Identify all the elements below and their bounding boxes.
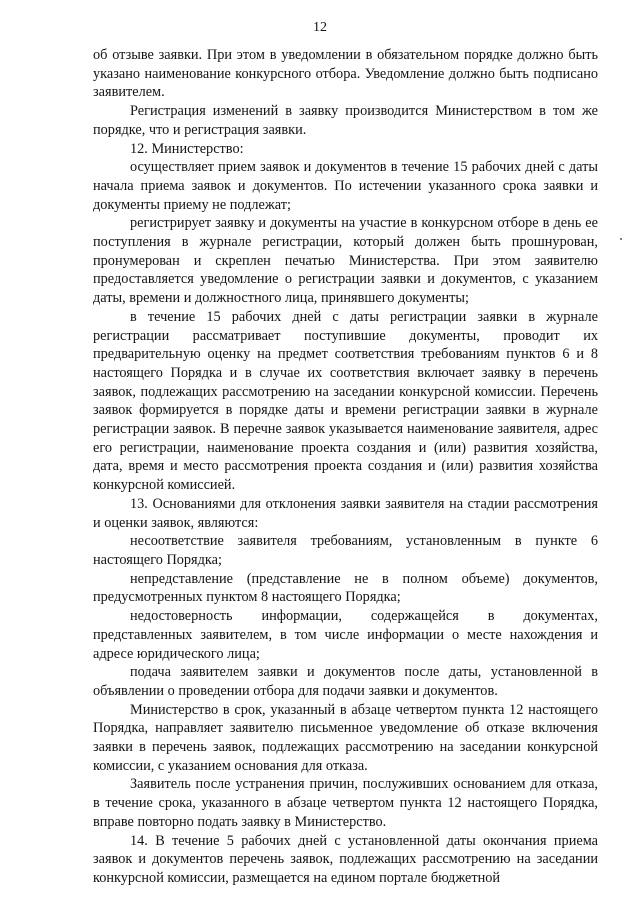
paragraph-ministry-notice: Министерство в срок, указанный в абзаце четвертом пункта 12 настоящего Порядка, направляет заявителю письменное уведомление об отказе включения заявки в перечень заявок, подлежащих рассмотрению на заседании конкурсной комиссии, с указанием основания для отказа.: [93, 701, 598, 774]
paragraph-registration-of-changes: Регистрация изменений в заявку производится Министерством в том же порядке, что и регистрация заявки.: [93, 103, 598, 138]
paragraph-clause-13-item-3: недостоверность информации, содержащейся в документах, представленных заявителем, в том числе информации о месте нахождения и адресе юридического лица;: [93, 608, 598, 662]
paragraph-clause-14: 14. В течение 5 рабочих дней с установленной даты окончания приема заявок и документов перечень заявок, подлежащих рассмотрению на заседании конкурсной комиссии, размещается на едином портале бюджетной: [93, 832, 598, 886]
paragraph-clause-12-review: в течение 15 рабочих дней с даты регистрации заявки в журнале регистрации рассматривает поступившие документы, проводит их предварительную оценку на предмет соответствия требованиям пунктов 6 и 8 настоящего Порядка и в случае их соответствия включает заявку в перечень заявок, подлежащих рассмотрению на заседании конкурсной комиссии. Перечень заявок формируется в порядке даты и времени регистрации заявки в журнале регистрации заявок. В перечне заявок указывается наименование заявителя, адрес его регистрации, наименование проекта создания и (или) развития хозяйства, дата, время и место рассмотрения проекта создания и (или) развития хозяйства конкурсной комиссией.: [93, 308, 598, 494]
paragraph-clause-12-heading: 12. Министерство:: [130, 140, 244, 157]
paragraph-continuation-withdrawal: об отзыве заявки. При этом в уведомлении в обязательном порядке должно быть указано наименование конкурсного отбора. Уведомление должно быть подписано заявителем.: [93, 47, 598, 101]
paragraph-clause-13-item-2: непредставление (представление не в полном объеме) документов, предусмотренных пунктом 8 настоящего Порядка;: [93, 570, 598, 606]
paragraph-clause-12-registration: регистрирует заявку и документы на участие в конкурсном отборе в день ее поступления в журнале регистрации, который должен быть прошнурован, пронумерован и скреплен печатью Министерства. При этом заявителю предоставляется уведомление о регистрации заявки и документов, с указанием даты, времени и должностного лица, принявшего документы;: [93, 215, 598, 307]
document-body: [93, 46, 598, 888]
paragraph-resubmission: Заявитель после устранения причин, послуживших основанием для отказа, в течение срока, указанного в абзаце четвертом пункта 12 настоящего Порядка, вправе повторно подать заявку в Министерство.: [93, 776, 598, 830]
scan-speck: [620, 238, 622, 240]
paragraph-clause-13-heading: 13. Основаниями для отклонения заявки заявителя на стадии рассмотрения и оценки заявок, являются:: [93, 495, 598, 531]
paragraph-clause-13-item-1: несоответствие заявителя требованиям, установленным в пункте 6 настоящего Порядка;: [93, 533, 598, 568]
paragraph-clause-12-receipt: осуществляет прием заявок и документов в течение 15 рабочих дней с даты начала приема заявок и документов. По истечении указанного срока заявки и документы приему не подлежат;: [93, 159, 598, 213]
paragraph-clause-13-item-4: подача заявителем заявки и документов после даты, установленной в объявлении о проведении отбора для подачи заявки и документов.: [93, 664, 598, 699]
page-number: 12: [313, 20, 327, 35]
